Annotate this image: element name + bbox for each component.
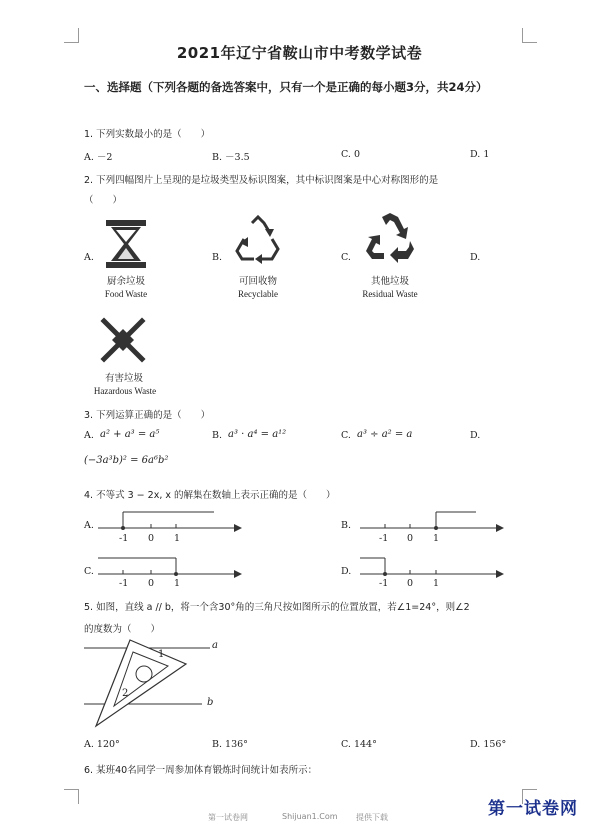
q3-option-b-expr: a³ · a⁴ = a¹² [228,429,287,440]
q4-a-tick-0: 0 [148,533,155,544]
question-5-stem-line2: 的度数为（ ） [84,624,161,635]
q5-option-d: D. 156° [470,739,507,750]
question-2-paren: （ ） [84,195,123,206]
q4-d-tick-1: 1 [433,578,440,589]
q4-option-d-letter: D. [341,566,352,577]
q3-option-d-letter: D. [470,430,481,441]
q1-option-d: D. 1 [470,149,490,160]
q4-c-tick-0: 0 [148,578,155,589]
q1-option-c: C. 0 [341,149,361,160]
recycle-filled-icon [364,213,416,267]
q5-parallel-lines-figure [82,638,222,730]
question-6-stem: 6. 某班40名同学一周参加体育锻炼时间统计如表所示： [84,765,318,776]
q4-option-a-letter: A. [84,520,94,531]
arrows-cross-icon [98,315,148,365]
crop-mark-top-right [522,28,537,43]
question-1-stem: 1. 下列实数最小的是（ ） [84,129,211,140]
q5-option-c: C. 144° [341,739,377,750]
q3-option-c-expr: a³ ÷ a² = a [357,429,413,440]
footer-right-text: 提供下载 [356,813,388,822]
hourglass-icon [104,218,148,270]
q2-caption-d-en: Hazardous Waste [93,386,157,396]
q1-option-b: B. －3.5 [212,152,250,163]
question-2-stem: 2. 下列四幅图片上呈现的是垃圾类型及标识图案，其中标识图案是中心对称图形的是 [84,175,439,186]
recycle-icon [232,215,284,267]
number-line-c [96,554,242,596]
q4-c-tick-1: 1 [174,578,181,589]
q5-option-b: B. 136° [212,739,248,750]
q4-d-tick-neg1: -1 [379,578,389,589]
q5-option-a: A. 120° [84,739,120,750]
q5-label-a: a [212,640,218,651]
number-line-d [358,554,504,596]
q3-option-d-expr: (−3a³b)² = 6a⁶b² [84,455,169,466]
page-title: 2021年辽宁省鞍山市中考数学试卷 [176,44,423,62]
q2-caption-b-en: Recyclable [238,289,278,299]
question-4-stem: 4. 不等式 3 − 2x, x 的解集在数轴上表示正确的是（ ） [84,490,336,501]
q4-a-tick-neg1: -1 [119,533,129,544]
footer-left-text: 第一试卷网 [208,813,248,822]
q2-option-d-letter: D. [470,252,481,263]
number-line-a [96,508,242,550]
q2-caption-d-cn: 有害垃圾 [104,373,143,384]
q4-a-tick-1: 1 [174,533,181,544]
q4-b-tick-1: 1 [433,533,440,544]
question-5-stem-line1: 5. 如图，直线 a // b，将一个含30°角的三角尺按如图所示的位置放置，若∠1=24°，则∠2 [84,602,470,613]
q3-option-a-expr: a² + a³ = a⁵ [100,429,160,440]
q2-option-c-letter: C. [341,252,351,263]
q2-option-a-letter: A. [84,252,94,263]
crop-mark-bottom-left [64,789,79,804]
q4-option-b-letter: B. [341,520,352,531]
q2-caption-c-cn: 其他垃圾 [370,276,409,287]
q5-label-angle-2: 2 [122,688,129,699]
q3-option-b-letter: B. [212,430,223,441]
q5-label-b: b [207,697,214,708]
brand-logo: 第一试卷网 [488,799,578,819]
q2-option-b-letter: B. [212,252,223,263]
question-3-stem: 3. 下列运算正确的是（ ） [84,410,211,421]
q2-caption-c-en: Residual Waste [362,289,418,299]
q2-caption-b-cn: 可回收物 [238,276,277,287]
q2-caption-a-cn: 厨余垃圾 [106,276,145,287]
q1-option-a: A. －2 [84,152,113,163]
q4-b-tick-neg1: -1 [379,533,389,544]
crop-mark-top-left [64,28,79,43]
q5-label-angle-1: 1 [158,649,165,660]
q4-c-tick-neg1: -1 [119,578,129,589]
q3-option-a-letter: A. [84,430,94,441]
q3-option-c-letter: C. [341,430,351,441]
section-heading: 一、选择题（下列各题的备选答案中，只有一个是正确的每小题3分，共24分） [84,80,488,94]
q4-b-tick-0: 0 [407,533,414,544]
q2-caption-a-en: Food Waste [104,289,148,299]
q4-option-c-letter: C. [84,566,94,577]
footer-site: Shijuan1.Com [282,812,338,821]
q4-d-tick-0: 0 [407,578,414,589]
